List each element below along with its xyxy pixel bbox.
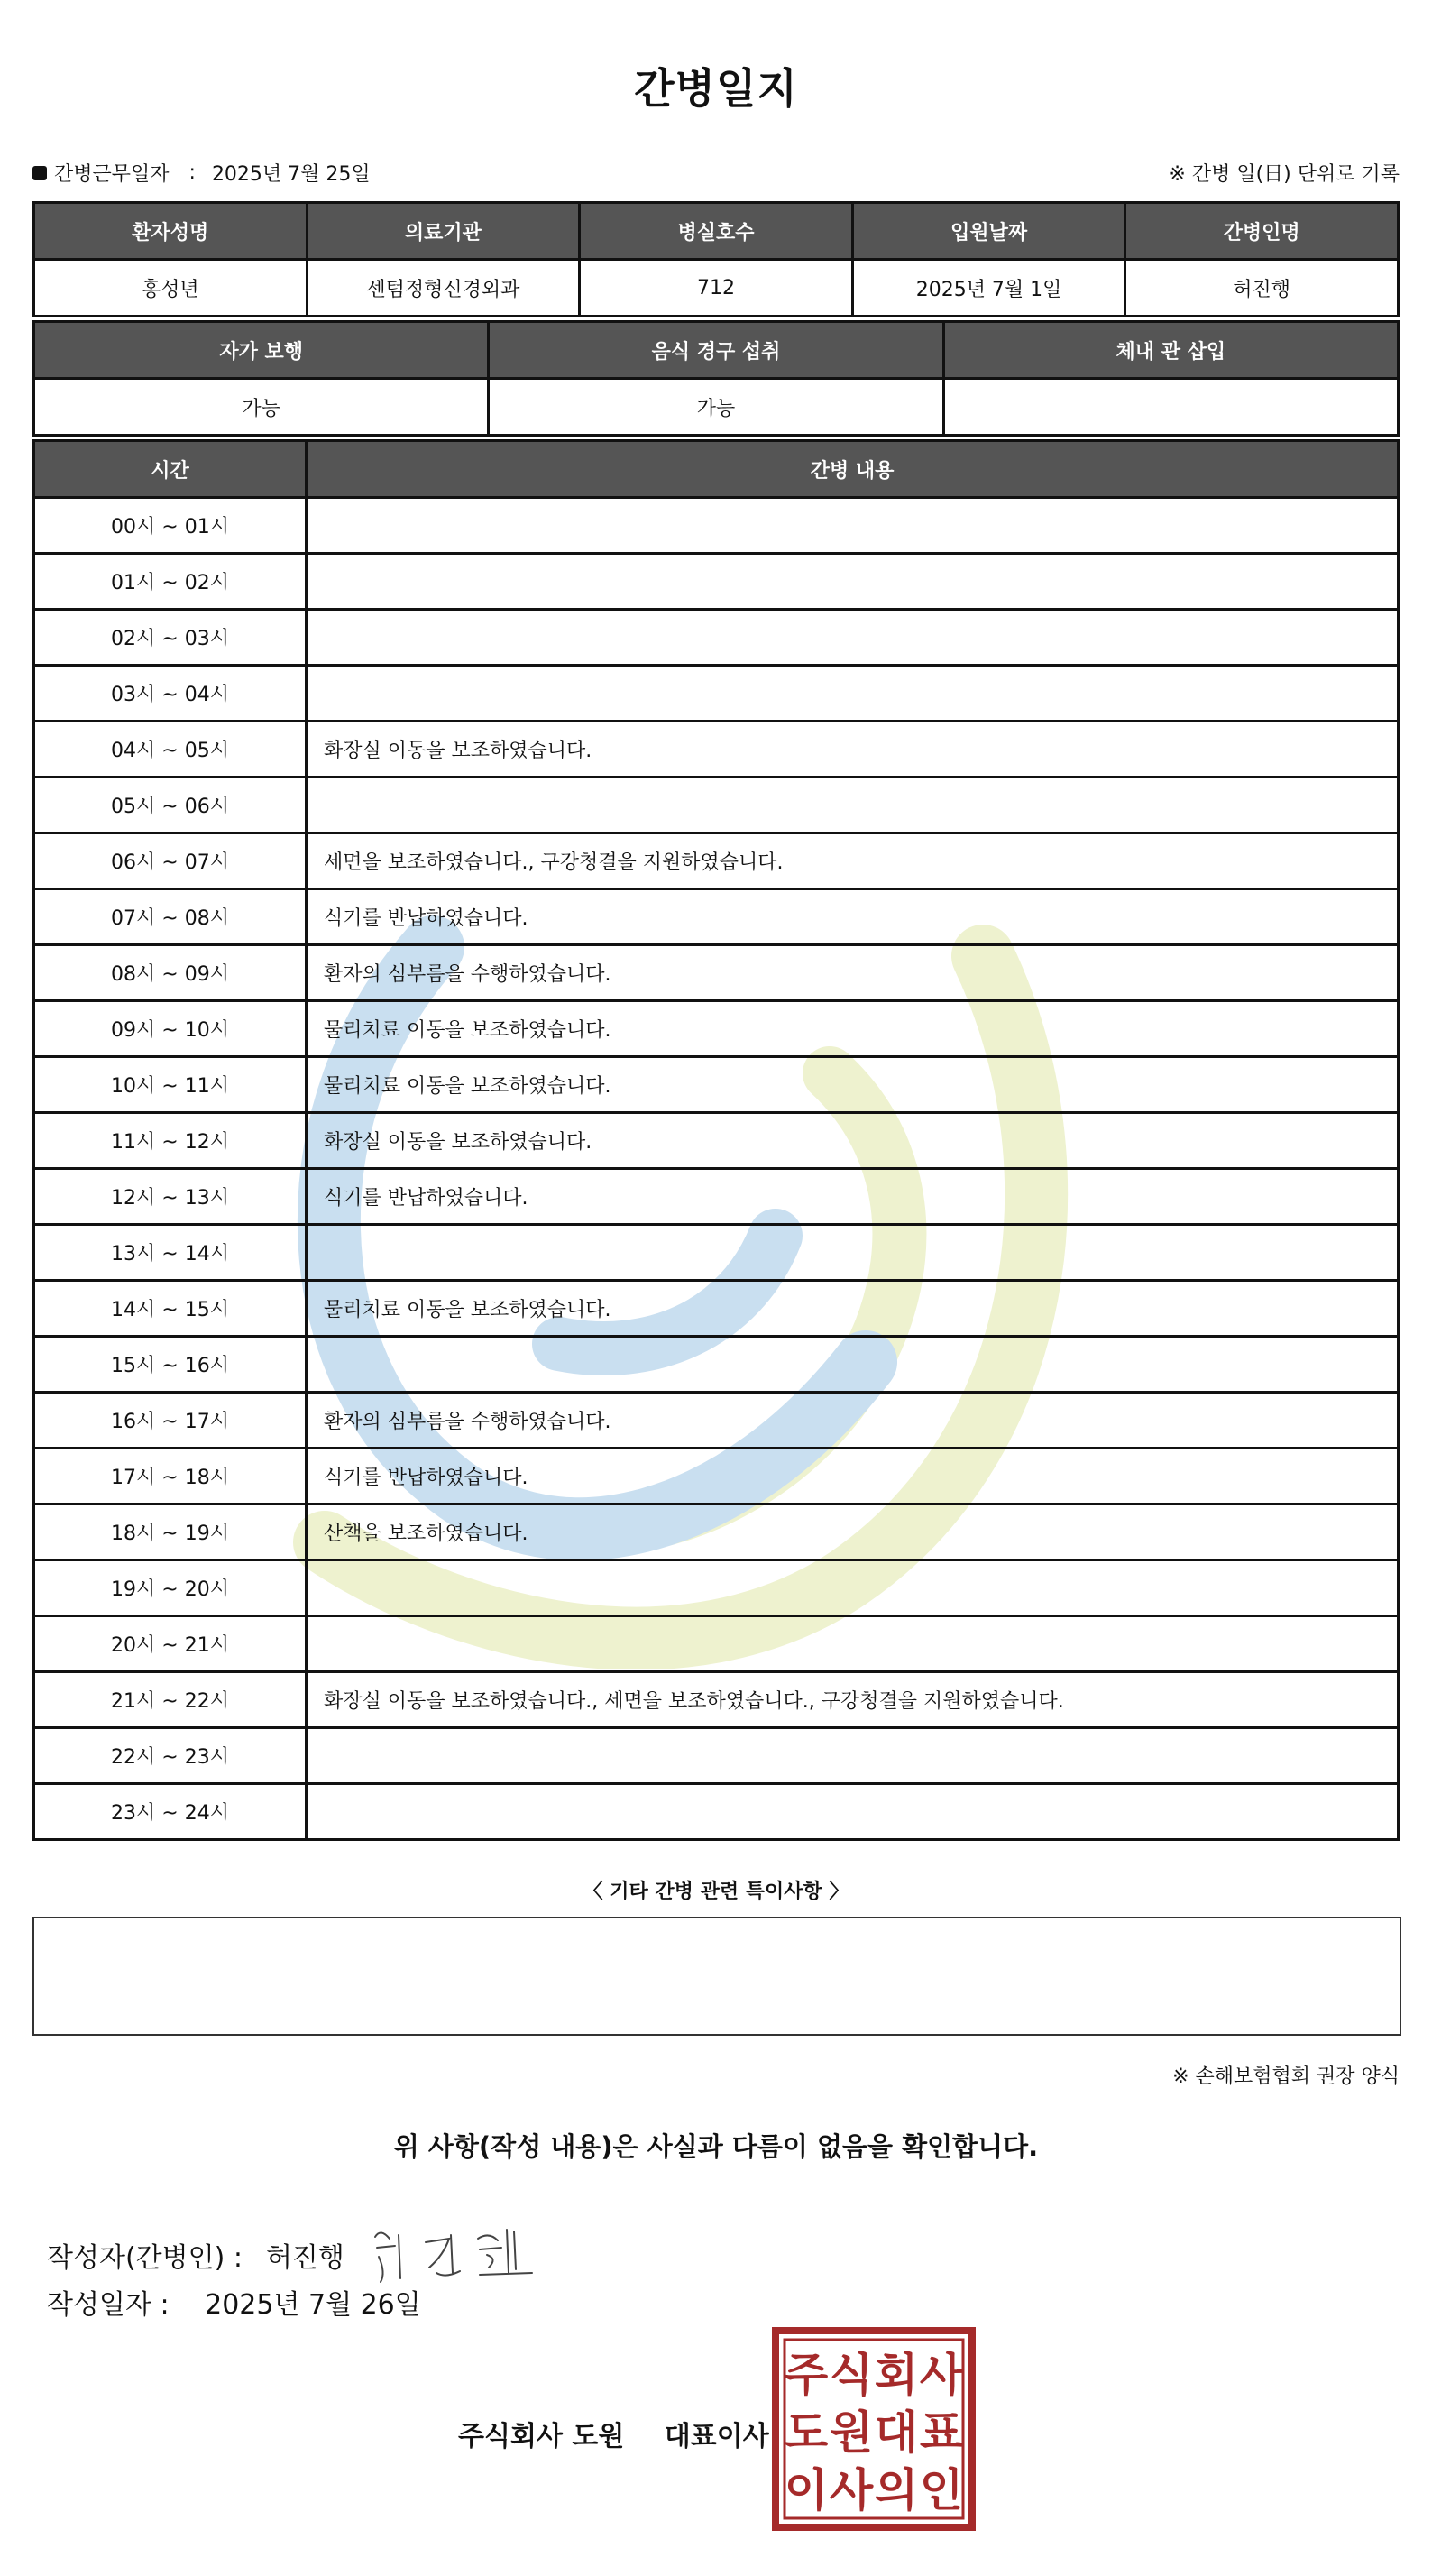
table-row <box>34 1225 1399 1281</box>
time-slot: 10시 ~ 11시 <box>34 1057 307 1113</box>
patient-info-table <box>32 201 1400 317</box>
time-slot: 11시 ~ 12시 <box>34 1113 307 1169</box>
table-row <box>34 833 1399 889</box>
work-date-row <box>32 159 371 187</box>
table-row <box>34 1616 1399 1672</box>
table-row <box>34 722 1399 777</box>
patient-status-value-row <box>34 379 1399 436</box>
care-content: 물리치료 이동을 보조하였습니다. <box>307 1001 1399 1057</box>
time-slot: 15시 ~ 16시 <box>34 1337 307 1393</box>
notes-title: 〈 기타 간병 관련 특이사항 〉 <box>583 1881 849 1903</box>
unit-note: ※ 간병 일(日) 단위로 기록 <box>1169 163 1400 186</box>
time-slot: 01시 ~ 02시 <box>34 554 307 610</box>
company-name: 주식회사 도원 <box>458 2421 625 2452</box>
time-slot: 19시 ~ 20시 <box>34 1560 307 1616</box>
time-slot: 21시 ~ 22시 <box>34 1672 307 1728</box>
care-content <box>307 777 1399 833</box>
patient-status-table <box>32 320 1400 437</box>
table-row <box>34 777 1399 833</box>
form-footnote: ※ 손해보험협회 권장 양식 <box>1172 2065 1400 2088</box>
care-content: 환자의 심부름을 수행하였습니다. <box>307 945 1399 1001</box>
page-title: 간병일지 <box>634 64 798 113</box>
care-content <box>307 1225 1399 1281</box>
care-content: 화장실 이동을 보조하였습니다. <box>307 722 1399 777</box>
svg-text:주: 주 <box>784 2349 829 2401</box>
table-row <box>34 1560 1399 1616</box>
care-content <box>307 610 1399 666</box>
table-row <box>34 889 1399 945</box>
svg-text:표: 표 <box>919 2406 964 2459</box>
time-slot: 06시 ~ 07시 <box>34 833 307 889</box>
time-slot: 00시 ~ 01시 <box>34 498 307 554</box>
handwritten-signature <box>363 2219 543 2291</box>
oral-intake-value: 가능 <box>489 379 943 436</box>
svg-text:식: 식 <box>829 2349 874 2401</box>
work-date-label: 간병근무일자 <box>54 163 170 186</box>
writer-label: 작성자(간병인) : <box>47 2242 243 2274</box>
care-content: 식기를 반납하였습니다. <box>307 1169 1399 1225</box>
written-date-value: 2025년 7월 26일 <box>205 2289 421 2321</box>
table-row <box>34 1337 1399 1393</box>
time-slot: 14시 ~ 15시 <box>34 1281 307 1337</box>
table-row <box>34 666 1399 722</box>
writer-row <box>47 2219 543 2291</box>
care-content <box>307 1728 1399 1784</box>
patient-info-header-row <box>34 203 1399 260</box>
company-representative: 대표이사 <box>664 2421 769 2452</box>
time-slot: 17시 ~ 18시 <box>34 1449 307 1504</box>
svg-text:사: 사 <box>919 2349 964 2401</box>
table-row <box>34 1281 1399 1337</box>
time-slot: 20시 ~ 21시 <box>34 1616 307 1672</box>
care-log-table <box>32 439 1400 1841</box>
table-row <box>34 1057 1399 1113</box>
hospital-value: 센텀정형신경외과 <box>307 260 580 317</box>
confirmation-statement: 위 사항(작성 내용)은 사실과 다름이 없음을 확인합니다. <box>393 2131 1039 2162</box>
header-tube-insertion: 체내 관 삽입 <box>943 322 1398 379</box>
time-slot: 16시 ~ 17시 <box>34 1393 307 1449</box>
room-number-value: 712 <box>580 260 853 317</box>
time-slot: 22시 ~ 23시 <box>34 1728 307 1784</box>
admission-date-value: 2025년 7월 1일 <box>852 260 1125 317</box>
self-walking-value: 가능 <box>34 379 489 436</box>
table-row <box>34 1672 1399 1728</box>
patient-status-header-row <box>34 322 1399 379</box>
time-slot: 03시 ~ 04시 <box>34 666 307 722</box>
company-row <box>458 2414 769 2453</box>
table-row <box>34 554 1399 610</box>
header-care-content: 간병 내용 <box>307 441 1399 498</box>
notes-box <box>32 1917 1401 2036</box>
tube-insertion-value <box>943 379 1398 436</box>
care-content <box>307 1784 1399 1840</box>
care-content: 식기를 반납하였습니다. <box>307 889 1399 945</box>
header-caregiver-name: 간병인명 <box>1125 203 1399 260</box>
written-date-row <box>47 2282 421 2322</box>
table-row <box>34 1113 1399 1169</box>
table-row <box>34 945 1399 1001</box>
patient-name-value: 홍성년 <box>34 260 308 317</box>
work-date-value: 2025년 7월 25일 <box>211 163 371 186</box>
time-slot: 08시 ~ 09시 <box>34 945 307 1001</box>
care-log-header-row <box>34 441 1399 498</box>
header-room-number: 병실호수 <box>580 203 853 260</box>
time-slot: 04시 ~ 05시 <box>34 722 307 777</box>
table-row <box>34 1393 1399 1449</box>
table-row <box>34 1001 1399 1057</box>
table-row <box>34 498 1399 554</box>
care-content: 식기를 반납하였습니다. <box>307 1449 1399 1504</box>
table-row <box>34 1169 1399 1225</box>
care-content: 세면을 보조하였습니다., 구강청결을 지원하였습니다. <box>307 833 1399 889</box>
header-hospital: 의료기관 <box>307 203 580 260</box>
table-row <box>34 1449 1399 1504</box>
header-oral-intake: 음식 경구 섭취 <box>489 322 943 379</box>
svg-text:의: 의 <box>874 2464 919 2516</box>
care-content <box>307 554 1399 610</box>
care-content: 환자의 심부름을 수행하였습니다. <box>307 1393 1399 1449</box>
header-self-walking: 자가 보행 <box>34 322 489 379</box>
writer-name: 허진행 <box>265 2242 344 2274</box>
time-slot: 07시 ~ 08시 <box>34 889 307 945</box>
svg-text:인: 인 <box>919 2464 964 2516</box>
patient-info-value-row <box>34 260 1399 317</box>
time-slot: 12시 ~ 13시 <box>34 1169 307 1225</box>
time-slot: 02시 ~ 03시 <box>34 610 307 666</box>
svg-text:이: 이 <box>784 2464 829 2516</box>
time-slot: 23시 ~ 24시 <box>34 1784 307 1840</box>
work-date-separator: : <box>188 161 196 184</box>
care-content: 화장실 이동을 보조하였습니다. <box>307 1113 1399 1169</box>
care-content <box>307 1616 1399 1672</box>
table-row <box>34 1504 1399 1560</box>
time-slot: 09시 ~ 10시 <box>34 1001 307 1057</box>
care-content: 화장실 이동을 보조하였습니다., 세면을 보조하였습니다., 구강청결을 지원하였습니다. <box>307 1672 1399 1728</box>
table-row <box>34 1728 1399 1784</box>
company-seal-stamp <box>772 2327 976 2531</box>
svg-text:원: 원 <box>829 2406 874 2459</box>
header-time: 시간 <box>34 441 307 498</box>
svg-text:대: 대 <box>874 2406 919 2459</box>
written-date-label: 작성일자 : <box>47 2289 170 2321</box>
bullet-square-icon <box>32 166 47 180</box>
care-content <box>307 1560 1399 1616</box>
svg-text:도: 도 <box>784 2406 829 2459</box>
table-row <box>34 1784 1399 1840</box>
care-log-body <box>34 498 1399 1840</box>
caregiver-name-value: 허진행 <box>1125 260 1399 317</box>
care-content: 물리치료 이동을 보조하였습니다. <box>307 1057 1399 1113</box>
care-content <box>307 666 1399 722</box>
care-content <box>307 498 1399 554</box>
header-patient-name: 환자성명 <box>34 203 308 260</box>
svg-text:회: 회 <box>874 2349 919 2401</box>
table-row <box>34 610 1399 666</box>
svg-text:사: 사 <box>829 2464 874 2516</box>
header-admission-date: 입원날짜 <box>852 203 1125 260</box>
time-slot: 13시 ~ 14시 <box>34 1225 307 1281</box>
care-content <box>307 1337 1399 1393</box>
care-content: 산책을 보조하였습니다. <box>307 1504 1399 1560</box>
time-slot: 05시 ~ 06시 <box>34 777 307 833</box>
care-content: 물리치료 이동을 보조하였습니다. <box>307 1281 1399 1337</box>
time-slot: 18시 ~ 19시 <box>34 1504 307 1560</box>
